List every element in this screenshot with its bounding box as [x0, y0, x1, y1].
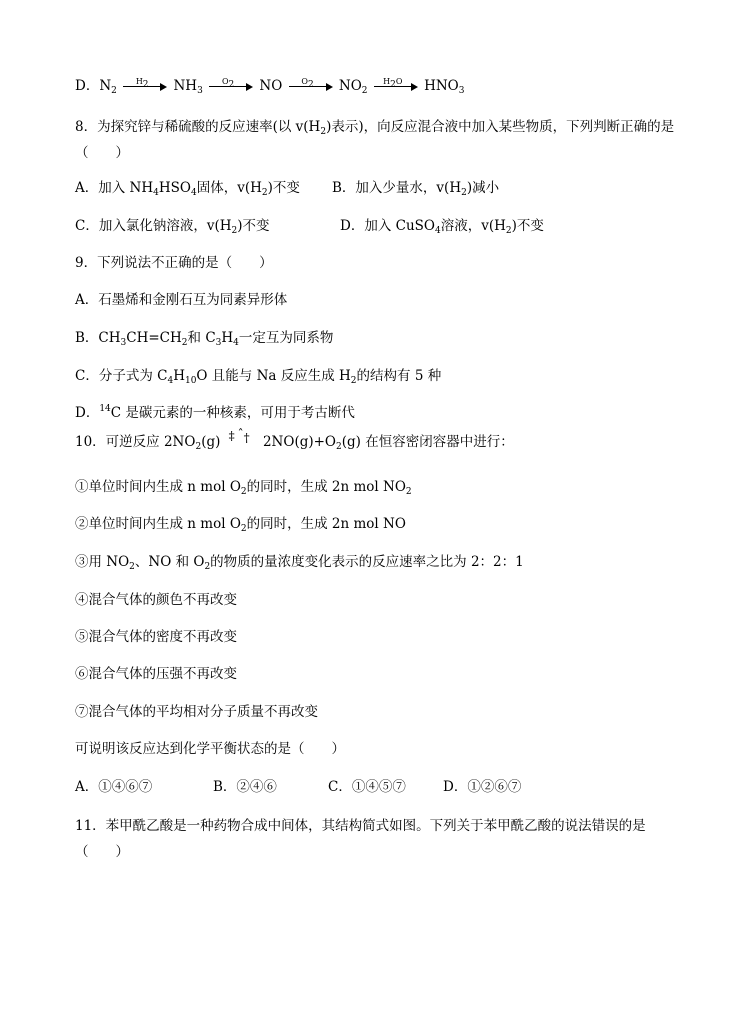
q9-option-a: A．石墨烯和金刚石互为同素异形体 [75, 292, 288, 308]
arrow-o2-first: $O_2$ [209, 77, 253, 91]
q10-item-7: ⑦混合气体的平均相对分子质量不再改变 [75, 704, 318, 720]
q10-stem: 10．可逆反应 $2NO_2(g)$ ‡ ˆ † $2NO(g)+O_2(g)$ 在恒容密闭容器中进行： [75, 427, 514, 452]
q9-option-d: D．$^{14}$C 是碳元素的一种核素，可用于考古断代 [75, 404, 355, 421]
q9-option-b: B．$CH_3CH=CH_2$和 $C_3H_4$一定互为同系物 [75, 330, 334, 348]
q10-question: 可说明该反应达到化学平衡状态的是（ ） [75, 741, 345, 757]
q10-option-c: C．①④⑤⑦ [328, 779, 406, 795]
q10-item-2: ②单位时间内生成 n mol $O_2$的同时，生成 2n mol NO [75, 516, 406, 534]
q8-option-d: D．加入 CuSO$_4$溶液，$v(H_2)$不变 [340, 218, 544, 236]
q8-stem: 8．为探究锌与稀硫酸的反应速率(以 $v(H_2)$表示)，向反应混合液中加入某些物质，下列判断正确的是（ ） [75, 119, 675, 161]
q7-option-d: D．$N_2$ $H_2$ $NH_3$ $O_2$ NO $O_2$ $NO_2$ $H_2O$ $HNO_3$ [75, 77, 465, 96]
q8-option-a: A．加入 $NH_4HSO_4$固体，$v(H_2)$不变 [75, 180, 300, 198]
q11-stem: 11．苯甲酰乙酸是一种药物合成中间体，其结构简式如图。下列关于苯甲酰乙酸的说法错误的是（ ） [75, 818, 646, 860]
arrow-o2-second: $O_2$ [289, 77, 333, 91]
q10-option-d: D．①②⑥⑦ [443, 779, 522, 795]
reversible-arrow-icon: ‡ ˆ † [228, 427, 250, 445]
q10-option-a: A．①④⑥⑦ [75, 779, 153, 795]
q10-option-b: B．②④⑥ [213, 779, 277, 795]
q10-item-6: ⑥混合气体的压强不再改变 [75, 666, 237, 682]
q10-item-3: ③用 $NO_2$、NO 和 $O_2$的物质的量浓度变化表示的反应速率之比为 2：2：1 [75, 554, 524, 572]
q8-option-c: C．加入氯化钠溶液，$v(H_2)$不变 [75, 218, 270, 236]
q9-stem: 9．下列说法不正确的是（ ） [75, 255, 273, 271]
arrow-h2: $H_2$ [123, 77, 167, 91]
arrow-h2o: $H_2O$ [374, 77, 418, 91]
q9-option-c: C．分子式为 $C_4H_{10}O$ 且能与 Na 反应生成 $H_2$的结构有 5 种 [75, 368, 442, 386]
q10-item-1: ①单位时间内生成 n mol $O_2$的同时，生成 2n mol $NO_2$ [75, 479, 412, 497]
q10-item-4: ④混合气体的颜色不再改变 [75, 592, 237, 608]
q10-item-5: ⑤混合气体的密度不再改变 [75, 629, 237, 645]
q8-option-b: B．加入少量水，$v(H_2)$减小 [332, 180, 500, 198]
